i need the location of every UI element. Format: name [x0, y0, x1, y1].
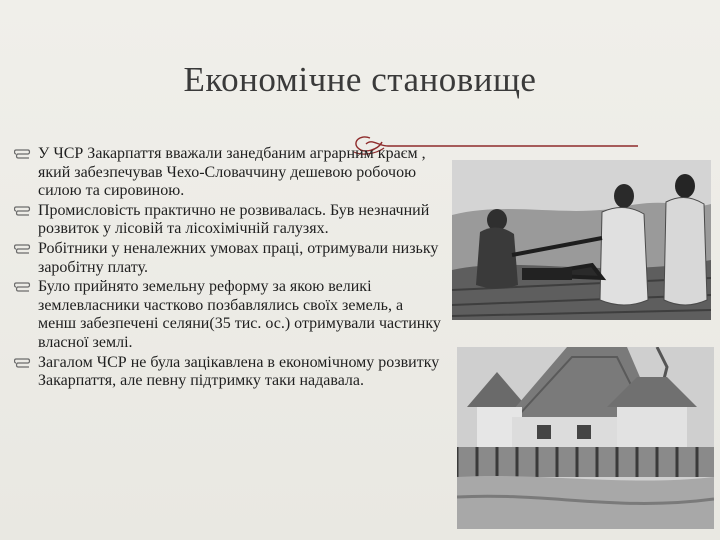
bullet-list — [14, 145, 444, 392]
bullet-item — [14, 354, 444, 391]
thatched-houses-photo — [457, 347, 714, 529]
peasants-plowing-photo — [452, 160, 711, 320]
bullet-text: Промисловість практично не розвивалась. Був незначний розвиток у лісовій та лісохімічній галузях. — [38, 201, 430, 238]
bullet-item — [14, 145, 444, 201]
scroll-icon — [14, 243, 31, 255]
scroll-icon — [14, 357, 31, 369]
bullet-item — [14, 278, 444, 352]
bullet-text: Загалом ЧСР не була зацікавлена в економічному розвитку Закарпаття, але певну підтримку таки надавала. — [38, 353, 440, 390]
scroll-icon — [14, 205, 31, 217]
scroll-icon — [14, 148, 31, 160]
bullet-item — [14, 202, 444, 239]
bullet-text: Робітники у неналежних умовах праці, отримували низьку заробітну плату. — [38, 239, 439, 276]
bullet-text: Було прийнято земельну реформу за якою великі землевласники частково позбавлялись своїх земель, а менш забезпечені селяни(35 тис. ос.) отримували частинку власної землі. — [38, 278, 441, 351]
slide-title: Економічне становище — [183, 60, 537, 99]
bullet-item — [14, 240, 444, 277]
bullet-text: У ЧСР Закарпаття вважали занедбаним аграрним краєм , який забезпечував Чехо-Словаччину дешевою робочою силою та сировиною. — [38, 145, 426, 200]
scroll-icon — [14, 281, 31, 293]
